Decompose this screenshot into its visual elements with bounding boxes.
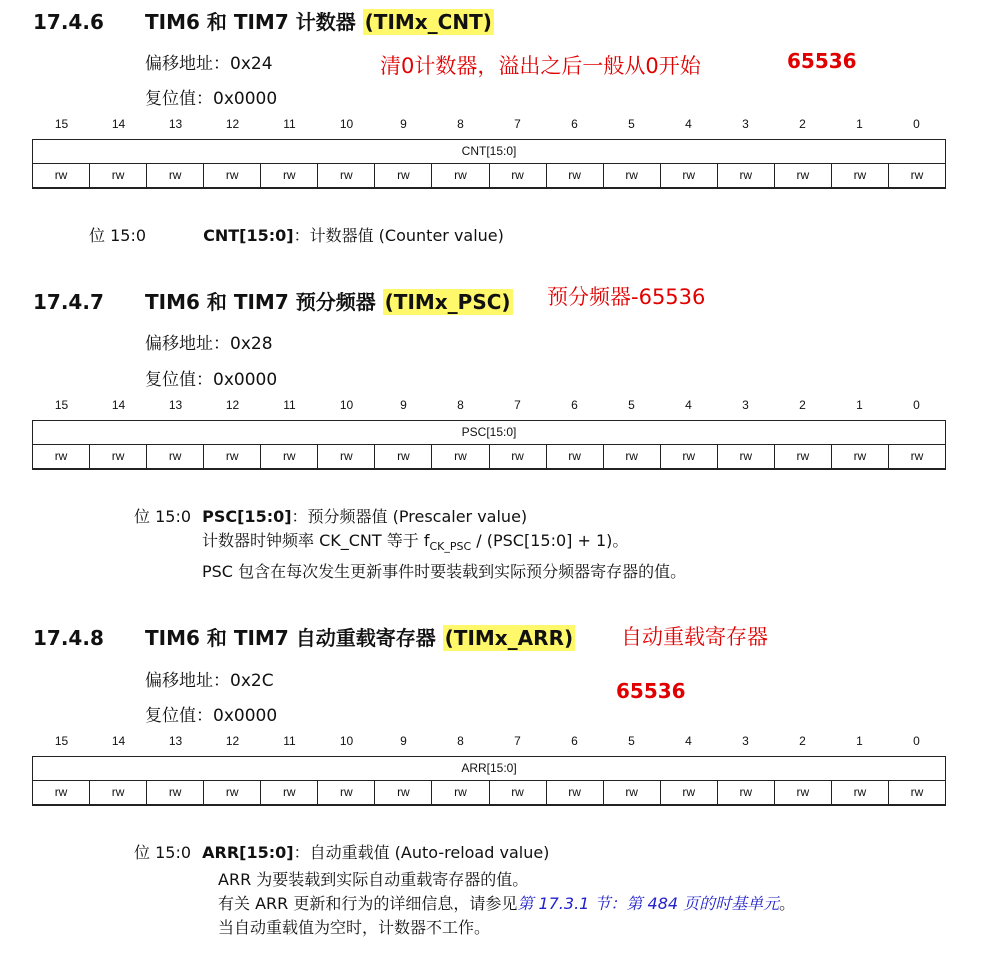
access-cell: rw [260, 445, 317, 468]
bit-number: 2 [799, 117, 806, 131]
bit-number: 7 [514, 398, 521, 412]
bit-number: 12 [225, 117, 240, 131]
bit-number: 7 [514, 117, 521, 131]
reset-value: 复位值：0x0000 [145, 370, 278, 390]
bit-number-row [33, 398, 945, 414]
bit-number: 8 [457, 117, 464, 131]
access-cell: rw [489, 445, 546, 468]
access-cell: rw [431, 164, 488, 187]
register-diagram [32, 139, 946, 189]
bit-number: 9 [400, 117, 407, 131]
title-text: TIM6 和 TIM7 自动重载寄存器 [145, 626, 443, 650]
bit-number: 4 [685, 734, 692, 748]
access-cell: rw [888, 164, 945, 187]
access-cell: rw [831, 781, 888, 804]
access-row [33, 781, 945, 804]
register-field: ARR[15:0] [33, 757, 945, 781]
section-number: 17.4.8 [33, 626, 104, 650]
access-cell: rw [546, 445, 603, 468]
register-name-highlight: (TIMx_CNT) [364, 10, 492, 34]
access-cell: rw [374, 164, 431, 187]
access-cell: rw [489, 781, 546, 804]
bit-number: 0 [913, 734, 920, 748]
description-line: PSC 包含在每次发生更新事件时要装载到实际预分频器寄存器的值。 [202, 562, 687, 581]
access-cell: rw [660, 781, 717, 804]
bit-number: 2 [799, 398, 806, 412]
access-cell: rw [317, 445, 374, 468]
bit-number: 0 [913, 398, 920, 412]
field-name: CNT[15:0] [203, 226, 294, 245]
access-cell: rw [489, 164, 546, 187]
bit-number: 13 [168, 117, 183, 131]
bit-number: 6 [571, 117, 578, 131]
bit-number: 10 [339, 398, 354, 412]
section-title [145, 9, 494, 35]
access-cell: rw [603, 164, 660, 187]
bit-number: 6 [571, 398, 578, 412]
bit-number: 11 [283, 398, 296, 412]
access-cell: rw [774, 781, 831, 804]
description-line: ARR 为要装载到实际自动重载寄存器的值。 [218, 870, 529, 889]
bit-number: 6 [571, 734, 578, 748]
bit-number: 9 [400, 398, 407, 412]
section-title [145, 625, 575, 651]
access-cell: rw [603, 445, 660, 468]
bit-number: 10 [339, 117, 354, 131]
bit-description [134, 506, 527, 528]
bit-number: 3 [742, 398, 749, 412]
reset-value: 复位值：0x0000 [145, 706, 278, 726]
bit-number: 12 [225, 398, 240, 412]
bit-number: 14 [111, 734, 126, 748]
access-cell: rw [54, 168, 68, 182]
bit-number: 4 [685, 398, 692, 412]
handwritten-note: 自动重载寄存器 [621, 625, 768, 649]
bit-number: 2 [799, 734, 806, 748]
bit-range: 位 15:0 [134, 507, 192, 526]
bit-number: 4 [685, 117, 692, 131]
title-text: TIM6 和 TIM7 计数器 [145, 10, 363, 34]
register-field: CNT[15:0] [33, 140, 945, 164]
access-cell: rw [146, 781, 203, 804]
access-cell: rw [317, 781, 374, 804]
bit-number: 8 [457, 734, 464, 748]
field-description: ：预分频器值 (Prescaler value) [291, 507, 528, 526]
access-cell: rw [203, 445, 260, 468]
access-cell: rw [203, 164, 260, 187]
bit-number: 12 [225, 734, 240, 748]
access-cell: rw [774, 164, 831, 187]
bit-number: 5 [628, 398, 635, 412]
handwritten-note: 预分频器-65536 [547, 285, 706, 309]
field-description: ：自动重载值 (Auto-reload value) [293, 843, 550, 862]
register-name-highlight: (TIMx_ARR) [444, 626, 574, 650]
bit-number: 15 [54, 398, 69, 412]
bit-number-row [33, 117, 945, 133]
offset-address: 偏移地址：0x28 [145, 334, 273, 354]
bit-number: 8 [457, 398, 464, 412]
bit-range: 位 15:0 [89, 226, 147, 245]
field-name: ARR[15:0] [202, 843, 294, 862]
access-cell: rw [89, 781, 146, 804]
handwritten-note-value: 65536 [616, 679, 686, 703]
access-cell: rw [203, 781, 260, 804]
access-cell: rw [717, 445, 774, 468]
bit-number: 1 [856, 734, 863, 748]
access-cell: rw [603, 781, 660, 804]
section-heading-cnt [33, 9, 533, 35]
bit-description [89, 225, 504, 247]
description-line [202, 530, 628, 558]
offset-address: 偏移地址：0x24 [145, 54, 273, 74]
bit-number: 14 [111, 398, 126, 412]
description-line [218, 893, 795, 915]
formula-text-end: / (PSC[15:0] + 1)。 [471, 531, 629, 550]
bit-number: 7 [514, 734, 521, 748]
access-cell: rw [260, 781, 317, 804]
access-cell: rw [717, 781, 774, 804]
bit-number: 0 [913, 117, 920, 131]
section-number: 17.4.6 [33, 10, 104, 34]
register-field: PSC[15:0] [33, 421, 945, 445]
description-line: 当自动重载值为空时，计数器不工作。 [218, 918, 491, 937]
access-cell: rw [317, 164, 374, 187]
bit-number: 11 [283, 734, 296, 748]
bit-number: 14 [111, 117, 126, 131]
access-cell: rw [431, 781, 488, 804]
bit-number-row [33, 734, 945, 750]
access-cell: rw [54, 785, 68, 799]
bit-number: 13 [168, 398, 183, 412]
bit-number: 15 [54, 734, 69, 748]
access-cell: rw [146, 164, 203, 187]
access-cell: rw [660, 445, 717, 468]
bit-description [134, 842, 549, 864]
formula-subscript: CK_PSC [429, 540, 472, 554]
access-cell: rw [89, 445, 146, 468]
access-row [33, 445, 945, 468]
handwritten-note: 清0计数器，溢出之后一般从0开始 [380, 54, 701, 78]
access-cell: rw [89, 164, 146, 187]
access-cell: rw [374, 781, 431, 804]
register-name-highlight: (TIMx_PSC) [384, 290, 511, 314]
section-title [145, 289, 513, 315]
bit-number: 9 [400, 734, 407, 748]
bit-range: 位 15:0 [134, 843, 192, 862]
bit-number: 5 [628, 734, 635, 748]
bit-number: 1 [856, 398, 863, 412]
bit-number: 11 [283, 117, 296, 131]
access-cell: rw [831, 164, 888, 187]
offset-address: 偏移地址：0x2C [145, 671, 274, 691]
reset-value: 复位值：0x0000 [145, 89, 278, 109]
access-cell: rw [774, 445, 831, 468]
reference-text-end: 。 [779, 894, 796, 913]
access-cell: rw [888, 781, 945, 804]
formula-text: 计数器时钟频率 CK_CNT 等于 f [202, 531, 430, 550]
access-row [33, 164, 945, 187]
access-cell: rw [717, 164, 774, 187]
section-heading-arr [33, 625, 623, 651]
bit-number: 3 [742, 117, 749, 131]
access-cell: rw [546, 781, 603, 804]
reference-text: 有关 ARR 更新和行为的详细信息，请参见 [218, 894, 518, 913]
bit-number: 15 [54, 117, 69, 131]
access-cell: rw [260, 164, 317, 187]
register-diagram [32, 420, 946, 470]
access-cell: rw [146, 445, 203, 468]
field-description: ：计数器值 (Counter value) [293, 226, 504, 245]
access-cell: rw [431, 445, 488, 468]
access-cell: rw [374, 445, 431, 468]
field-name: PSC[15:0] [202, 507, 292, 526]
bit-number: 10 [339, 734, 354, 748]
access-cell: rw [831, 445, 888, 468]
access-cell: rw [546, 164, 603, 187]
title-text: TIM6 和 TIM7 预分频器 [145, 290, 383, 314]
cross-reference-link[interactable]: 第 17.3.1 节：第 484 页的时基单元 [517, 894, 780, 913]
access-cell: rw [54, 449, 68, 463]
bit-number: 1 [856, 117, 863, 131]
bit-number: 5 [628, 117, 635, 131]
section-number: 17.4.7 [33, 290, 104, 314]
bit-number: 3 [742, 734, 749, 748]
bit-number: 13 [168, 734, 183, 748]
register-diagram [32, 756, 946, 806]
access-cell: rw [888, 445, 945, 468]
handwritten-note-value: 65536 [787, 49, 857, 73]
section-heading-psc [33, 289, 553, 315]
access-cell: rw [660, 164, 717, 187]
